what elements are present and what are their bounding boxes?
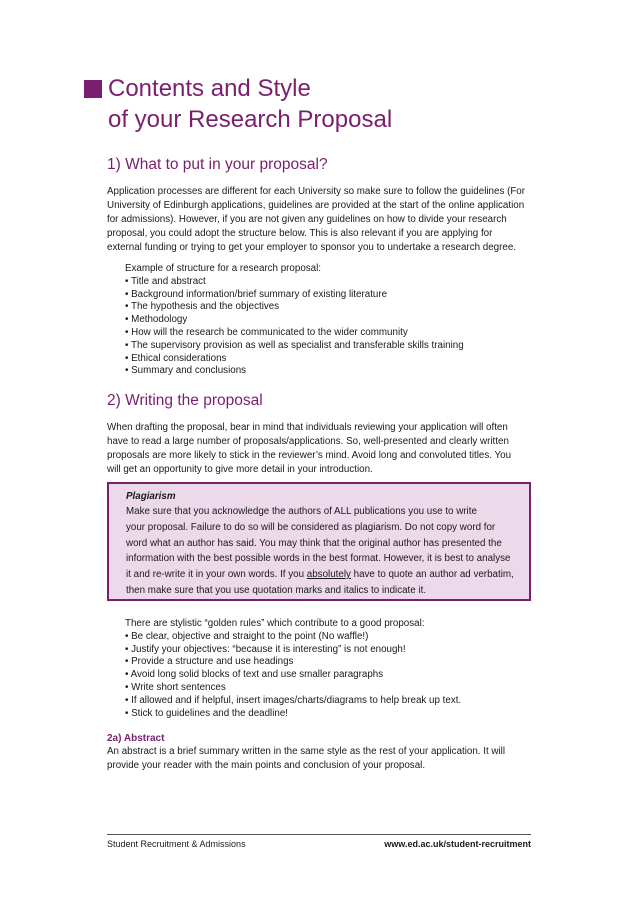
paragraph-line: An abstract is a brief summary written in the same style as the rest of your application. It will xyxy=(107,746,506,757)
paragraph-line: will get an opportunity to give more detail in your introduction. xyxy=(107,464,373,475)
paragraph-line: Application processes are different for each University so make sure to follow the guidelines (For xyxy=(107,186,526,197)
plagiarism-line: your proposal. Failure to do so will be considered as plagiarism. Do not copy word for xyxy=(126,521,496,533)
list-item: • Methodology xyxy=(125,314,188,326)
paragraph-line: proposals are more likely to stick in the reviewer’s mind. Avoid long and convoluted titles. You xyxy=(107,450,512,461)
title-line-1: Contents and Style xyxy=(108,75,311,102)
plagiarism-line: then make sure that you use quotation marks and italics to indicate it. xyxy=(126,584,427,596)
underlined-word: absolutely xyxy=(306,569,351,581)
plagiarism-line: word what an author has said. You may think that the original author has presented the xyxy=(126,537,502,549)
structure-list xyxy=(125,263,535,378)
plagiarism-line-part: it and re-write it in your own words. If you xyxy=(126,569,307,581)
list-item: • Justify your objectives: “because it is interesting” is not enough! xyxy=(125,643,406,655)
title-square-marker xyxy=(84,80,102,98)
paragraph-line: for admissions). However, if you are not given any guidelines on how to divide your research xyxy=(107,214,507,225)
list-item: • If allowed and if helpful, insert images/charts/diagrams to help break up text. xyxy=(125,694,462,706)
section1-heading: 1) What to put in your proposal? xyxy=(107,156,328,173)
paragraph-line: have to read a large number of proposals/applications. So, well-presented and clearly written xyxy=(107,436,509,447)
list-item: • Background information/brief summary of existing literature xyxy=(125,288,388,300)
section1-paragraph xyxy=(107,185,537,255)
list-item: • Title and abstract xyxy=(125,275,206,287)
section2-paragraph xyxy=(107,421,537,477)
list-item: • How will the research be communicated to the wider community xyxy=(125,326,408,338)
structure-intro: Example of structure for a research proposal: xyxy=(125,263,322,274)
title-line-2: of your Research Proposal xyxy=(108,106,393,133)
list-item: • Summary and conclusions xyxy=(125,365,247,377)
footer-url[interactable]: www.ed.ac.uk/student-recruitment xyxy=(384,839,531,849)
list-item: • Provide a structure and use headings xyxy=(125,656,294,668)
abstract-heading: 2a) Abstract xyxy=(107,733,165,744)
list-item: • Ethical considerations xyxy=(125,352,227,364)
paragraph-line: University of Edinburgh applications, guidelines are provided at the start of the online application xyxy=(107,200,525,211)
plagiarism-line: Make sure that you acknowledge the authors of ALL publications you use to write xyxy=(126,506,477,517)
footer-divider xyxy=(107,834,531,835)
list-item: • Stick to guidelines and the deadline! xyxy=(125,707,289,719)
list-item: • The hypothesis and the objectives xyxy=(125,301,280,313)
footer-department: Student Recruitment & Admissions xyxy=(107,839,246,849)
abstract-paragraph xyxy=(107,745,537,773)
paragraph-line: provide your reader with the main points and conclusion of your proposal. xyxy=(107,760,426,771)
plagiarism-line: information with the best possible words in the best format. However, it is best to analyse xyxy=(126,553,511,565)
golden-rules-list xyxy=(125,618,535,720)
plagiarism-callout-box xyxy=(107,482,531,601)
paragraph-line: external funding or trying to get your employer to sponsor you to undertake a research degree. xyxy=(107,242,516,253)
list-item: • Avoid long solid blocks of text and use smaller paragraphs xyxy=(125,669,384,681)
list-item: • Be clear, objective and straight to the point (No waffle!) xyxy=(125,630,369,642)
list-item: • The supervisory provision as well as specialist and transferable skills training xyxy=(125,339,464,351)
paragraph-line: proposal, you could adopt the structure below. This is also relevant if you are applying for xyxy=(107,228,493,239)
plagiarism-text xyxy=(126,504,521,599)
paragraph-line: When drafting the proposal, bear in mind that individuals reviewing your application will often xyxy=(107,422,508,433)
section2-heading: 2) Writing the proposal xyxy=(107,392,263,409)
rules-intro: There are stylistic “golden rules” which contribute to a good proposal: xyxy=(125,618,425,629)
plagiarism-title: Plagiarism xyxy=(126,491,176,502)
list-item: • Write short sentences xyxy=(125,681,226,693)
plagiarism-line-part: have to quote an author ad verbatim, xyxy=(350,569,514,581)
plagiarism-line xyxy=(126,567,521,583)
